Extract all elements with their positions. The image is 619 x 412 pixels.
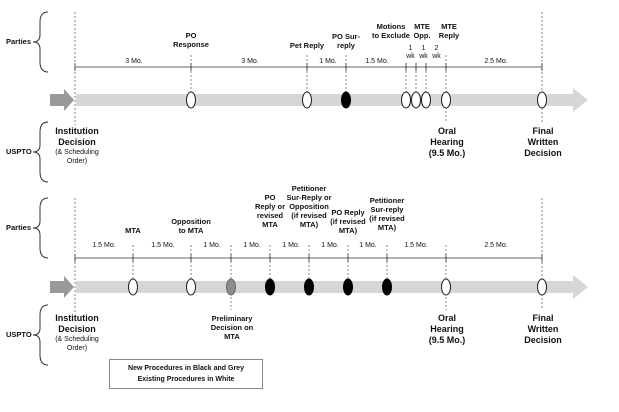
bottom-start-arrow [50, 276, 74, 298]
bottom-pet-surreply-if-label: Petitioner Sur-reply (if revised MTA) [369, 196, 405, 232]
bottom-institution-sub: (& Scheduling Order) [55, 336, 99, 352]
bottom-marker-mta [129, 279, 138, 295]
legend-box [109, 359, 263, 389]
bottom-duration-9: 2.5 Mo. [480, 242, 512, 249]
top-duration-7: 2 wk [430, 45, 443, 61]
bottom-duration-bracket [75, 254, 542, 262]
bottom-mta-label: MTA [125, 226, 141, 235]
bottom-main-arrow [76, 275, 588, 299]
top-marker-po-response [187, 92, 196, 108]
top-duration-2: 3 Mo. [236, 58, 264, 65]
top-marker-mte-opp [412, 92, 421, 108]
top-duration-8: 2.5 Mo. [480, 58, 512, 65]
bottom-duration-4: 1 Mo. [240, 242, 264, 249]
bottom-uspto-brace [33, 305, 48, 365]
top-start-arrow [50, 89, 74, 111]
bottom-oral-label: Oral Hearing (9.5 Mo.) [428, 313, 466, 345]
bottom-duration-2: 1.5 Mo. [148, 242, 178, 249]
top-mte-opp-label: MTE Opp. [413, 22, 431, 40]
top-duration-3: 1 Mo. [316, 58, 340, 65]
top-mte-reply-label: MTE Reply [438, 22, 460, 40]
top-po-response-label: PO Response [173, 31, 209, 49]
bottom-marker-po-reply [266, 279, 275, 295]
bottom-po-reply-if-label: PO Reply (if revised MTA) [330, 208, 366, 235]
bottom-duration-5: 1 Mo. [279, 242, 303, 249]
bottom-marker-po-reply-if [344, 279, 353, 295]
top-marker-motions-exclude [402, 92, 411, 108]
bottom-parties-label: Parties [6, 223, 32, 232]
top-duration-4: 1.5 Mo. [362, 58, 392, 65]
bottom-marker-final [538, 279, 547, 295]
top-uspto-label: USPTO [6, 147, 32, 156]
bottom-duration-1: 1.5 Mo. [89, 242, 119, 249]
bottom-marker-preliminary [227, 279, 236, 295]
bottom-parties-brace [33, 198, 48, 258]
bottom-preliminary-label: Preliminary Decision on MTA [210, 314, 254, 341]
top-marker-mte-reply [442, 92, 451, 108]
top-parties-label: Parties [6, 37, 32, 46]
bottom-marker-oral [442, 279, 451, 295]
bottom-pet-surreply-label: Petitioner Sur-Reply or Opposition (if revised MTA) [286, 184, 332, 229]
top-marker-final [538, 92, 547, 108]
top-pet-reply-label: Pet Reply [289, 41, 325, 50]
bottom-duration-3: 1 Mo. [200, 242, 224, 249]
top-duration-6: 1 wk [417, 45, 430, 61]
top-institution-sub: (& Scheduling Order) [55, 149, 99, 165]
top-duration-5: 1 wk [404, 45, 417, 61]
top-po-surreply-label: PO Sur- reply [332, 32, 360, 50]
top-institution-label: Institution Decision [55, 126, 99, 147]
bottom-marker-pet-surreply [305, 279, 314, 295]
bottom-duration-7: 1 Mo. [356, 242, 380, 249]
bottom-opp-mta-label: Opposition to MTA [171, 217, 211, 235]
bottom-po-reply-label: PO Reply or revised MTA [254, 193, 285, 229]
bottom-duration-8: 1.5 Mo. [401, 242, 431, 249]
top-final-label: Final Written Decision [524, 126, 562, 158]
top-main-arrow [76, 88, 588, 112]
bottom-marker-opp-mta [187, 279, 196, 295]
bottom-uspto-label: USPTO [6, 330, 32, 339]
top-duration-1: 3 Mo. [120, 58, 148, 65]
bottom-final-label: Final Written Decision [524, 313, 562, 345]
top-uspto-brace [33, 122, 48, 182]
bottom-institution-label: Institution Decision [55, 313, 99, 334]
top-oral-label: Oral Hearing (9.5 Mo.) [428, 126, 466, 158]
bottom-marker-pet-surreply-if [383, 279, 392, 295]
legend-line-new: New Procedures in Black and Grey [128, 365, 244, 372]
top-motions-exclude-label: Motions to Exclude [372, 22, 410, 40]
top-parties-brace [33, 12, 48, 72]
top-marker-mte-opp-2 [422, 92, 431, 108]
top-marker-po-surreply [342, 92, 351, 108]
legend-line-existing: Existing Procedures in White [137, 376, 235, 383]
top-marker-pet-reply [303, 92, 312, 108]
bottom-duration-6: 1 Mo. [318, 242, 342, 249]
